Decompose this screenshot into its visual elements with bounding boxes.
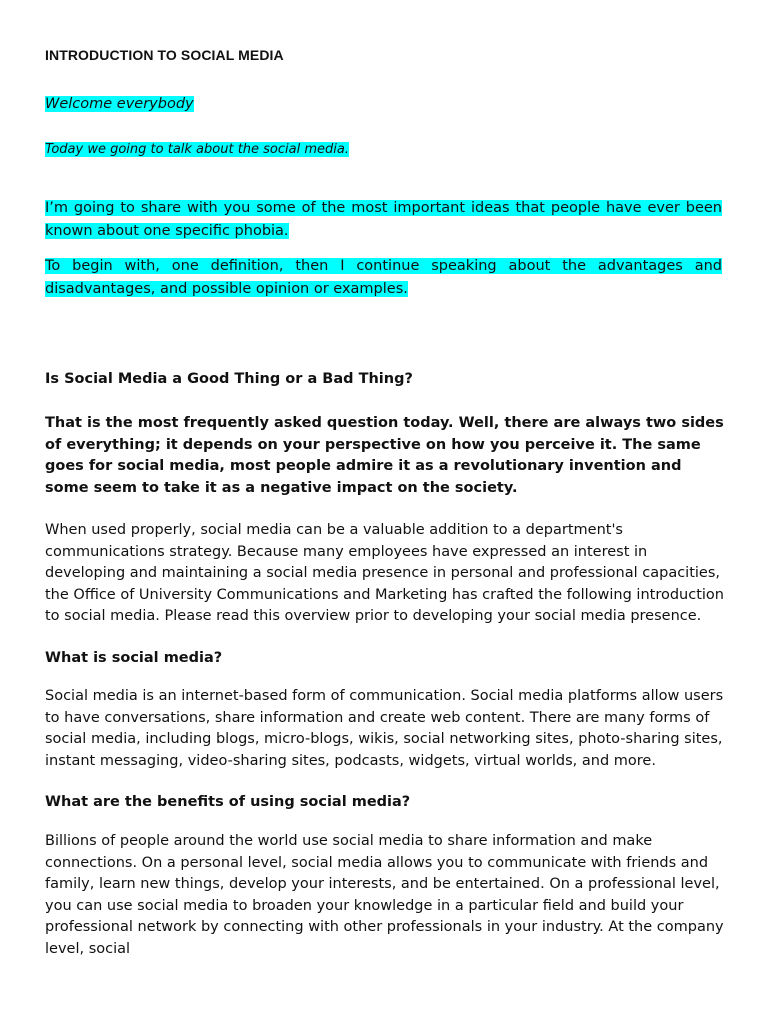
question-heading: Is Social Media a Good Thing or a Bad Thing? xyxy=(45,371,413,387)
benefits-heading: What are the benefits of using social media? xyxy=(45,794,411,810)
what-is-paragraph: Social media is an internet-based form of communication. Social media platforms allow users to have conversations, share information and create web content. There are many forms of social media, including blogs, micro-blogs, wikis, social networking sites, photo-sharing sites, instant messaging, video-sharing sites, podcasts, widgets, virtual worlds, and more. xyxy=(45,688,724,769)
intro-paragraph-2 xyxy=(45,255,722,301)
welcome-highlight: Welcome everybody xyxy=(45,96,194,112)
document-title: INTRODUCTION TO SOCIAL MEDIA xyxy=(45,47,284,63)
usage-paragraph: When used properly, social media can be a valuable addition to a department's communications strategy. Because many employees have expressed an interest in developing and maintaining a social media presence in personal and professional capacities, the Office of University Communications and Marketing has crafted the following introduction to social media. Please read this overview prior to developing your social media presence. xyxy=(45,522,724,624)
benefits-paragraph: Billions of people around the world use social media to share information and make connections. On a personal level, social media allows you to communicate with friends and family, learn new things, develop your interests, and be entertained. On a professional level, you can use social media to broaden your knowledge in a particular field and build your professional network by connecting with other professionals in your industry. At the company level, social xyxy=(45,833,724,957)
what-is-heading: What is social media? xyxy=(45,650,223,666)
intro-paragraph-1-text: I’m going to share with you some of the most important ideas that people have ever been known about one specific phobia. xyxy=(45,200,722,239)
question-answer-paragraph: That is the most frequently asked question today. Well, there are always two sides of everything; it depends on your perspective on how you perceive it. The same goes for social media, most people admire it as a revolutionary invention and some seem to take it as a negative impact on the society. xyxy=(45,415,724,496)
welcome-line xyxy=(45,96,194,112)
today-highlight: Today we going to talk about the social media. xyxy=(45,142,349,157)
today-line xyxy=(45,142,349,157)
intro-paragraph-2-text: To begin with, one definition, then I continue speaking about the advantages and disadvantages, and possible opinion or examples. xyxy=(45,258,722,297)
intro-paragraph-1 xyxy=(45,197,722,243)
